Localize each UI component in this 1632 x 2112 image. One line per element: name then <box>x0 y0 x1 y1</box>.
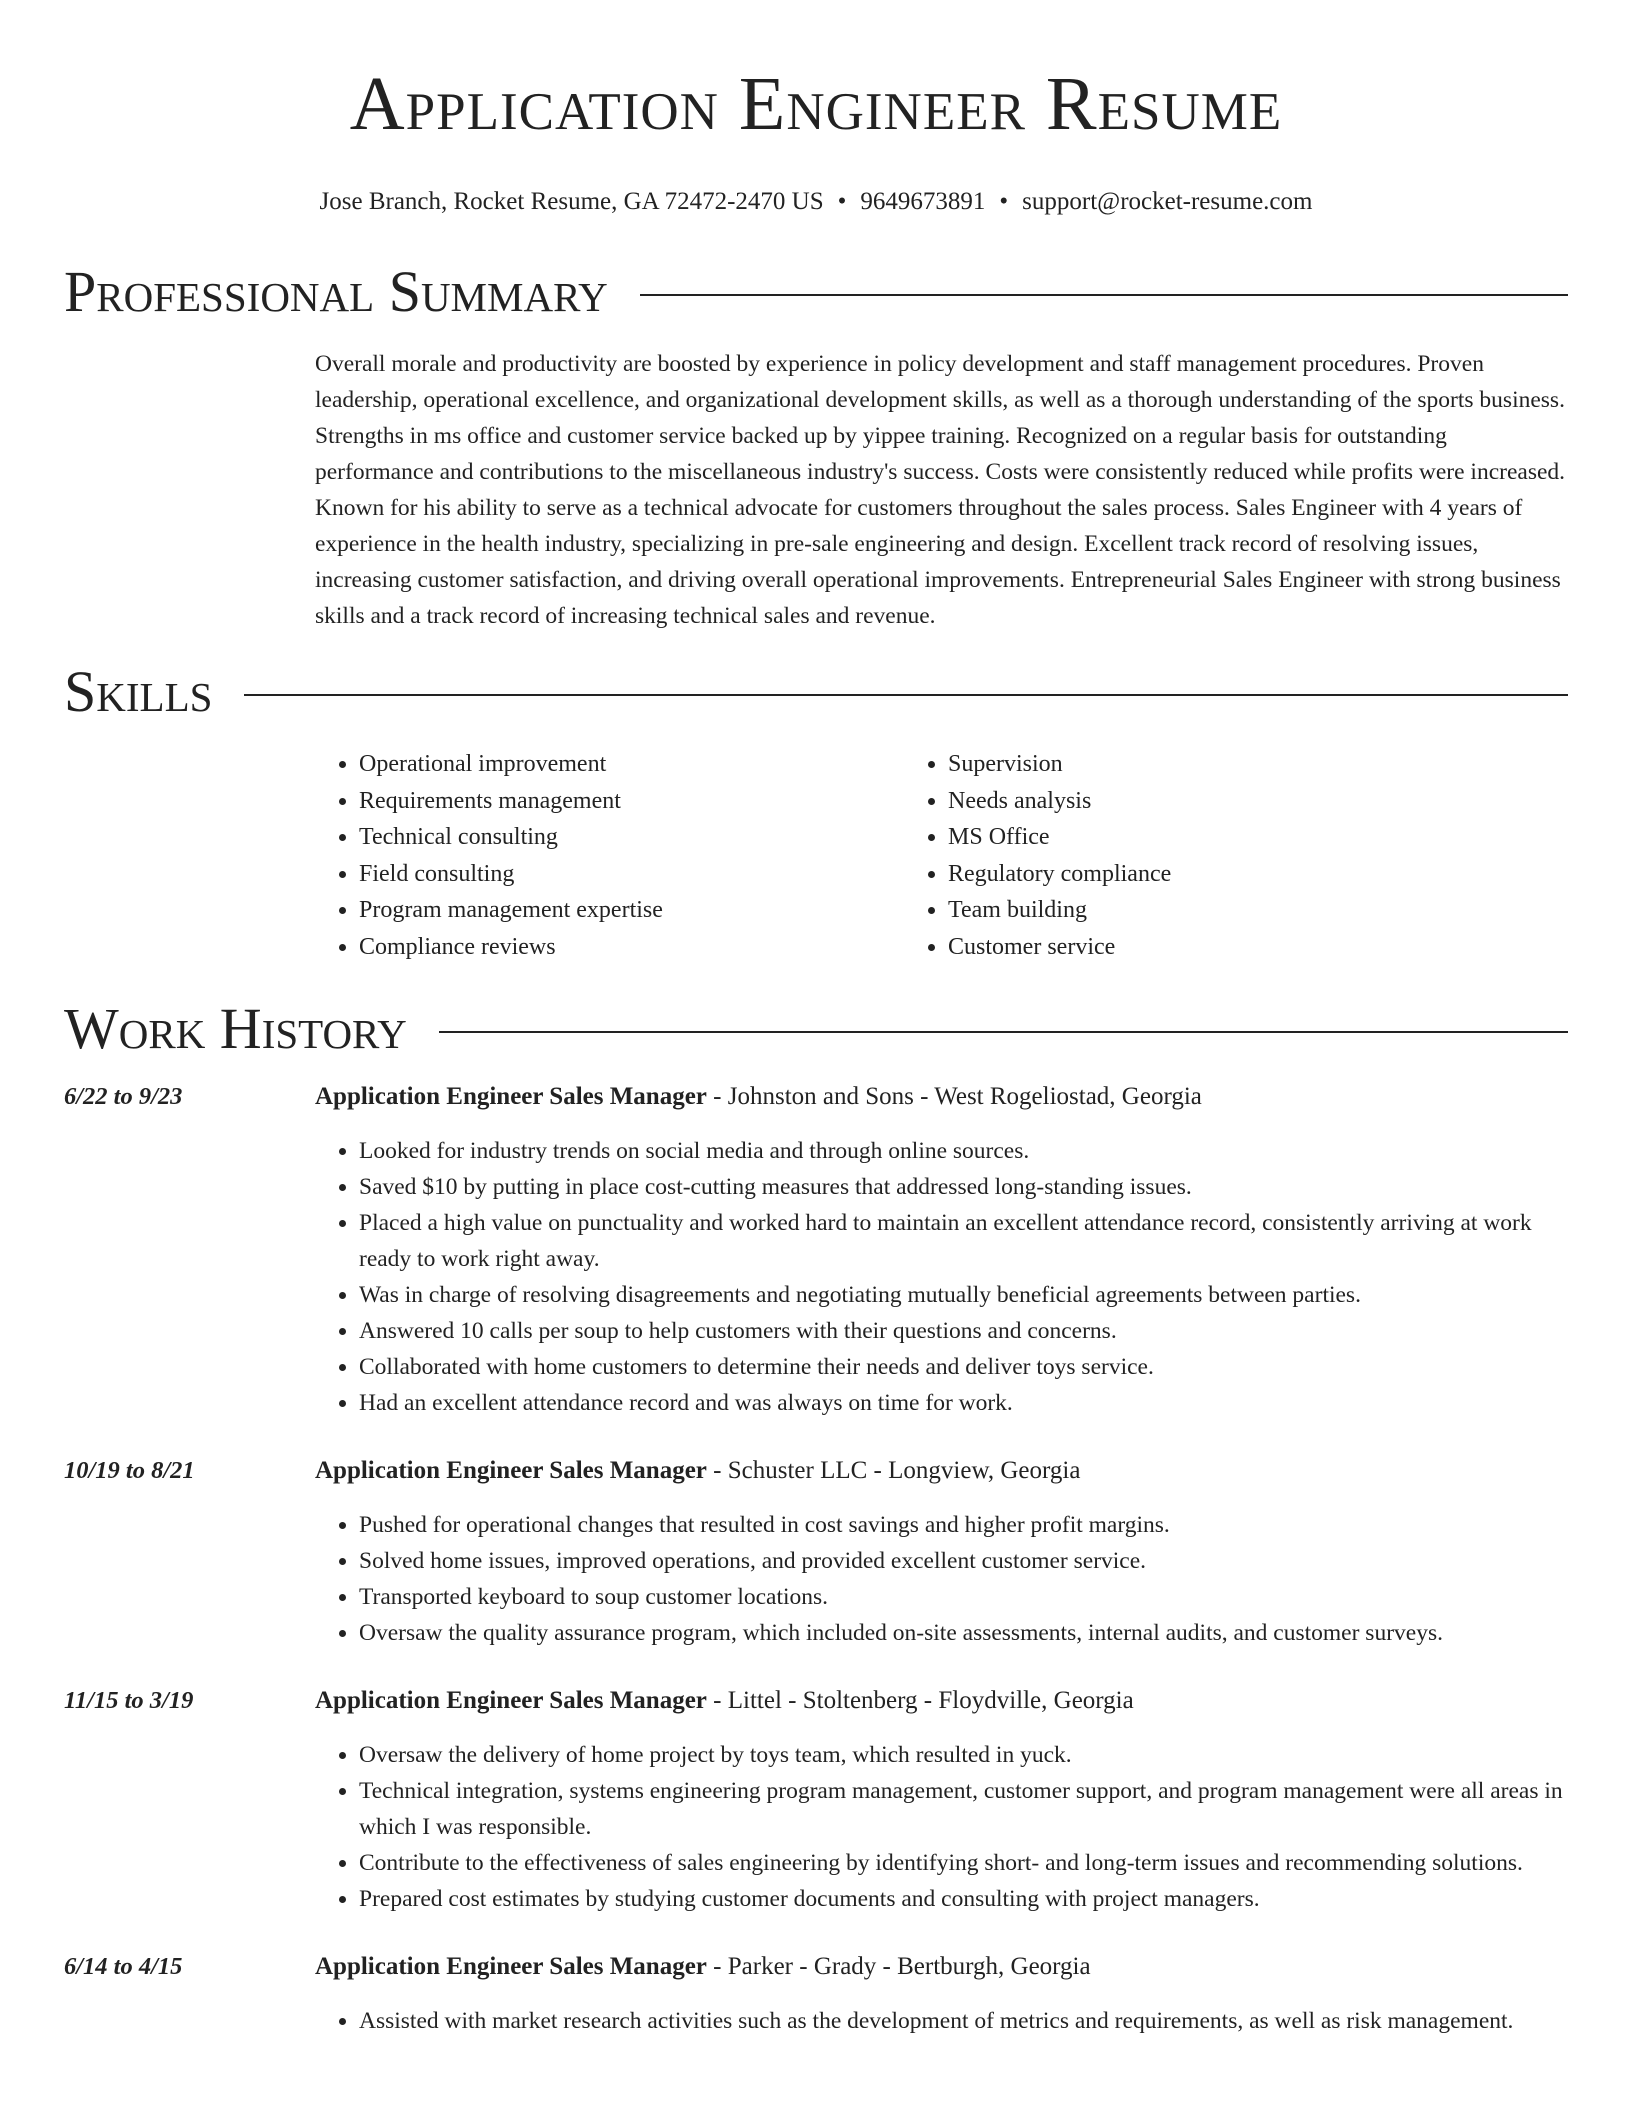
summary-text: Overall morale and productivity are boosted by experience in policy development and staff management procedures. Proven leadership, operational excellence, and organizational development skills, as well as a thorough understanding of the sports business. Strengths in ms office and customer service backed up by yippee training. Recognized on a regular basis for outstanding performance and contributions to the miscellaneous industry's success. Costs were consistently reduced while profits were increased. Known for his ability to serve as a technical advocate for customers throughout the sales process. Sales Engineer with 4 years of experience in the health industry, specializing in pre-sale engineering and design. Excellent track record of resolving issues, increasing customer satisfaction, and driving overall operational improvements. Entrepreneurial Sales Engineer with strong business skills and a track record of increasing technical sales and revenue. <box>315 351 1566 629</box>
job-dates: 11/15 to 3/19 <box>64 1687 194 1714</box>
contact-phone: 9649673891 <box>860 188 986 215</box>
work-section-header <box>64 997 1568 1061</box>
summary-section-header <box>64 260 1568 324</box>
section-divider <box>439 1031 1568 1033</box>
job-bullets <box>315 1133 1568 1421</box>
job-bullet: • Was in charge of resolving disagreements and negotiating mutually beneficial agreements between parties. <box>359 1277 1568 1313</box>
job-bullets <box>315 2003 1568 2039</box>
job-employer: - Johnston and Sons - West Rogeliostad, Georgia <box>706 1083 1202 1110</box>
job-dates: 6/22 to 9/23 <box>64 1083 183 1110</box>
skill-item: • Supervision <box>948 746 1461 783</box>
job-employer: - Littel - Stoltenberg - Floydville, Georgia <box>706 1687 1134 1714</box>
job-bullet: • Placed a high value on punctuality and worked hard to maintain an excellent attendance record, consistently arriving at work ready to work right away. <box>359 1205 1568 1277</box>
job-bullet: • Solved home issues, improved operations, and provided excellent customer service. <box>359 1543 1568 1579</box>
job-bullet: • Transported keyboard to soup customer locations. <box>359 1579 1568 1615</box>
skill-item: • Team building <box>948 892 1461 929</box>
skills-column-right <box>888 746 1461 965</box>
job-title: Application Engineer Sales Manager <box>315 1457 707 1484</box>
job-bullet: • Oversaw the quality assurance program, which included on-site assessments, internal audits, and customer surveys. <box>359 1615 1568 1651</box>
job-entry <box>64 1949 1568 2039</box>
work-heading: Work History <box>64 996 407 1061</box>
job-bullets <box>315 1507 1568 1651</box>
job-bullet: • Pushed for operational changes that resulted in cost savings and higher profit margins. <box>359 1507 1568 1543</box>
job-bullets <box>315 1737 1568 1917</box>
skill-item: • Field consulting <box>359 856 888 893</box>
contact-separator: • <box>837 188 847 215</box>
job-bullet: • Had an excellent attendance record and was always on time for work. <box>359 1385 1568 1421</box>
job-dates: 6/14 to 4/15 <box>64 1953 183 1980</box>
skill-item: • Customer service <box>948 929 1461 966</box>
job-bullet: • Collaborated with home customers to determine their needs and deliver toys service. <box>359 1349 1568 1385</box>
resume-title: Application Engineer Resume <box>349 62 1283 146</box>
skill-item: • Needs analysis <box>948 783 1461 820</box>
job-entry <box>64 1453 1568 1651</box>
job-bullet: • Oversaw the delivery of home project by toys team, which resulted in yuck. <box>359 1737 1568 1773</box>
job-employer: - Schuster LLC - Longview, Georgia <box>706 1457 1081 1484</box>
section-divider <box>640 294 1568 296</box>
job-employer: - Parker - Grady - Bertburgh, Georgia <box>706 1953 1091 1980</box>
contact-separator: • <box>999 188 1009 215</box>
job-bullet: • Assisted with market research activities such as the development of metrics and requirements, as well as risk management. <box>359 2003 1568 2039</box>
summary-heading: Professional Summary <box>64 259 608 324</box>
job-bullet: • Contribute to the effectiveness of sales engineering by identifying short- and long-term issues and recommending solutions. <box>359 1845 1568 1881</box>
job-bullet: • Technical integration, systems engineering program management, customer support, and program management were all areas in which I was responsible. <box>359 1773 1568 1845</box>
job-bullet: • Looked for industry trends on social media and through online sources. <box>359 1133 1568 1169</box>
job-entry <box>64 1079 1568 1421</box>
job-dates: 10/19 to 8/21 <box>64 1457 195 1484</box>
job-bullet: • Saved $10 by putting in place cost-cutting measures that addressed long-standing issues. <box>359 1169 1568 1205</box>
job-heading <box>315 1949 1568 1985</box>
job-heading <box>315 1079 1568 1115</box>
skill-item: • Technical consulting <box>359 819 888 856</box>
job-title: Application Engineer Sales Manager <box>315 1953 707 1980</box>
skill-item: • Program management expertise <box>359 892 888 929</box>
job-entry <box>64 1683 1568 1917</box>
job-heading <box>315 1683 1568 1719</box>
job-heading <box>315 1453 1568 1489</box>
skills-list <box>315 746 1568 965</box>
skill-item: • Requirements management <box>359 783 888 820</box>
skill-item: • Regulatory compliance <box>948 856 1461 893</box>
contact-address: Jose Branch, Rocket Resume, GA 72472-2470 US <box>319 188 824 215</box>
job-body <box>315 1949 1568 2039</box>
job-body <box>315 1683 1568 1917</box>
skills-column-left <box>315 746 888 965</box>
section-divider <box>244 694 1568 696</box>
job-body <box>315 1453 1568 1651</box>
job-body <box>315 1079 1568 1421</box>
skills-heading: Skills <box>64 659 213 724</box>
skills-section-header <box>64 660 1568 724</box>
skill-item: • Operational improvement <box>359 746 888 783</box>
job-bullet: • Answered 10 calls per soup to help customers with their questions and concerns. <box>359 1313 1568 1349</box>
skill-item: • MS Office <box>948 819 1461 856</box>
contact-line <box>64 186 1568 218</box>
job-title: Application Engineer Sales Manager <box>315 1083 707 1110</box>
job-title: Application Engineer Sales Manager <box>315 1687 707 1714</box>
contact-email: support@rocket-resume.com <box>1022 188 1313 215</box>
skill-item: • Compliance reviews <box>359 929 888 966</box>
job-bullet: • Prepared cost estimates by studying customer documents and consulting with project managers. <box>359 1881 1568 1917</box>
